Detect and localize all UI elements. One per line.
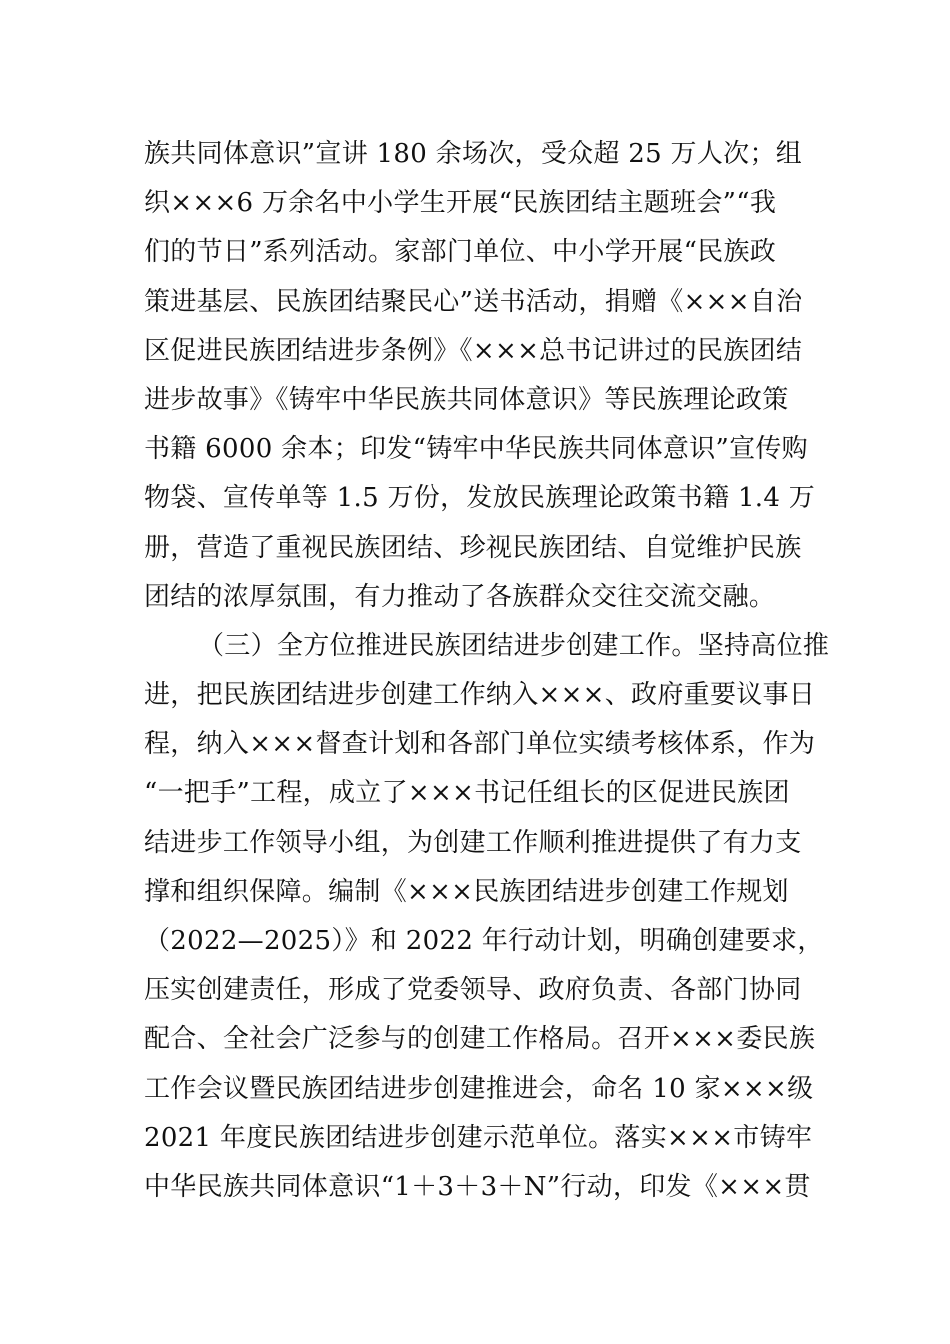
text-line: （2022—2025）》和 2022 年行动计划，明确创建要求， bbox=[144, 926, 824, 956]
paragraph-start-line: （三）全方位推进民族团结进步创建工作。坚持高位推 bbox=[198, 630, 830, 661]
text-line: 中华民族共同体意识“1＋3＋3＋N”行动，印发《×××贯 bbox=[144, 1171, 811, 1202]
text-line: 们的节日”系列活动。家部门单位、中小学开展“民族政 bbox=[144, 237, 777, 268]
text-line: 进，把民族团结进步创建工作纳入×××、政府重要议事日 bbox=[144, 680, 816, 711]
text-line: 策进基层、民族团结聚民心”送书活动，捐赠《×××自治 bbox=[144, 286, 803, 317]
text-line: 族共同体意识”宣讲 180 余场次，受众超 25 万人次；组 bbox=[144, 139, 803, 169]
text-line: 书籍 6000 余本；印发“铸牢中华民族共同体意识”宣传购 bbox=[144, 434, 808, 465]
text-line: 配合、全社会广泛参与的创建工作格局。召开×××委民族 bbox=[144, 1024, 816, 1055]
text-line: 区促进民族团结进步条例》《×××总书记讲过的民族团结 bbox=[144, 335, 803, 366]
text-line: “一把手”工程，成立了×××书记任组长的区促进民族团 bbox=[144, 778, 790, 809]
text-line: 工作会议暨民族团结进步创建推进会，命名 10 家×××级 bbox=[144, 1073, 814, 1104]
text-line: 进步故事》《铸牢中华民族共同体意识》等民族理论政策 bbox=[144, 384, 789, 415]
text-line: 撑和组织保障。编制《×××民族团结进步创建工作规划 bbox=[144, 876, 789, 907]
text-line: 团结的浓厚氛围，有力推动了各族群众交往交流交融。 bbox=[144, 581, 776, 612]
text-line: 册，营造了重视民族团结、珍视民族团结、自觉维护民族 bbox=[144, 532, 802, 563]
body-text bbox=[144, 130, 834, 1212]
text-line: 织×××6 万余名中小学生开展“民族团结主题班会”“我 bbox=[144, 188, 777, 219]
text-line: 程，纳入×××督查计划和各部门单位实绩考核体系，作为 bbox=[144, 729, 816, 760]
text-line: 物袋、宣传单等 1.5 万份，发放民族理论政策书籍 1.4 万 bbox=[144, 483, 816, 514]
text-line: 压实创建责任，形成了党委领导、政府负责、各部门协同 bbox=[144, 975, 802, 1006]
text-line: 结进步工作领导小组，为创建工作顺利推进提供了有力支 bbox=[144, 827, 802, 858]
text-line: 2021 年度民族团结进步创建示范单位。落实×××市铸牢 bbox=[144, 1122, 813, 1153]
